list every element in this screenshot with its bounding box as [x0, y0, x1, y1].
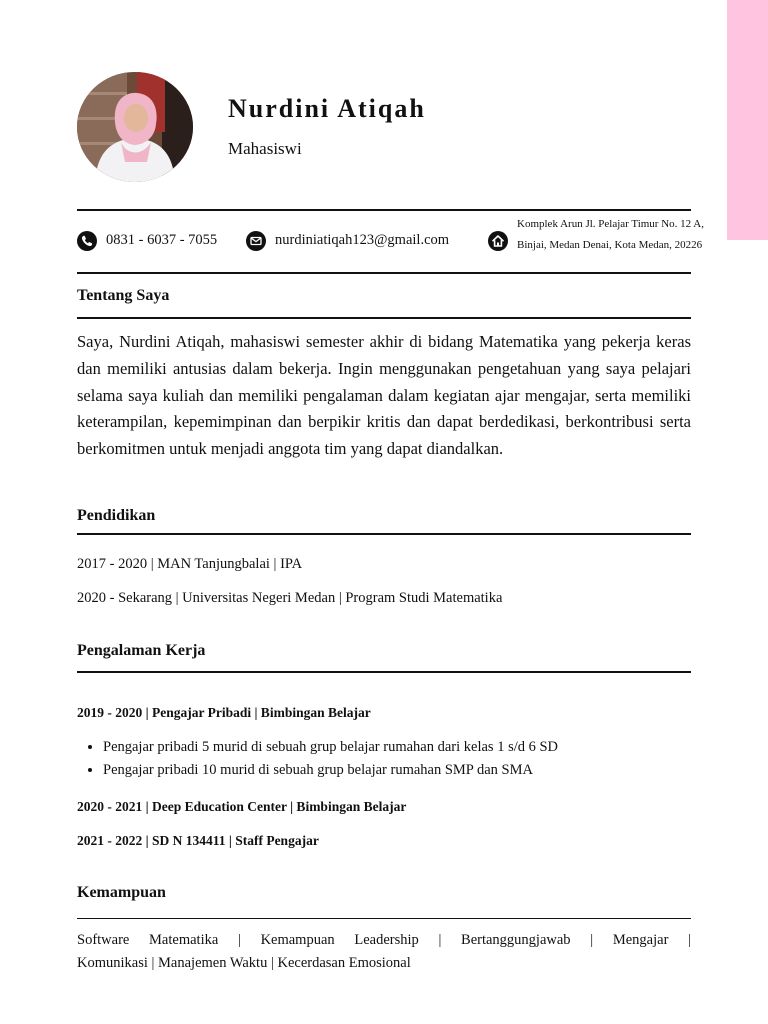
- home-icon: [488, 231, 508, 251]
- skills-line: Software Matematika | Kemampuan Leadership | Bertanggungjawab | Mengajar |: [77, 932, 691, 948]
- divider: [77, 671, 691, 673]
- section-title-experience: Pengalaman Kerja: [77, 642, 206, 659]
- home-address: Komplek Arun Jl. Pelajar Timur No. 12 A, Binjai, Medan Denai, Kota Medan, 20226: [517, 218, 705, 251]
- section-title-skills: Kemampuan: [77, 884, 166, 901]
- job-heading: 2020 - 2021 | Deep Education Center | Bimbingan Belajar: [77, 799, 407, 814]
- divider: [77, 533, 691, 535]
- phone-icon: [77, 231, 97, 251]
- job-heading: 2021 - 2022 | SD N 134411 | Staff Pengajar: [77, 833, 319, 848]
- divider: [77, 209, 691, 211]
- phone-number: 0831 - 6037 - 7055: [106, 232, 218, 248]
- candidate-role: Mahasiswi: [228, 139, 302, 158]
- email-icon: [246, 231, 266, 251]
- list-item: • Pengajar pribadi 5 murid di sebuah grup belajar rumahan dari kelas 1 s/d 6 SD: [103, 736, 558, 759]
- section-title-education: Pendidikan: [77, 507, 156, 524]
- email-address: nurdiniatiqah123@gmail.com: [275, 232, 450, 248]
- divider: [77, 272, 691, 274]
- education-item: 2017 - 2020 | MAN Tanjungbalai | IPA: [77, 556, 303, 572]
- job-heading: 2019 - 2020 | Pengajar Pribadi | Bimbingan Belajar: [77, 705, 371, 720]
- pink-accent-tab: [727, 0, 768, 240]
- list-item: • Pengajar pribadi 10 murid di sebuah grup belajar rumahan SMP dan SMA: [103, 759, 558, 782]
- about-text: Saya, Nurdini Atiqah, mahasiswi semester akhir di bidang Matematika yang pekerja keras dan memiliki antusias dalam bekerja. Ingin menggunakan pengetahuan yang saya pelajari selama saya kuliah dan memiliki pengalaman dalam kegiatan ajar mengajar, serta memiliki keterampilan, kepemimpinan dan berpikir kritis dan dapat berdedikasi, berkontribusi serta berkomitmen untuk menjadi anggota tim yang dapat diandalkan.: [77, 332, 691, 459]
- section-title-about: Tentang Saya: [77, 287, 170, 304]
- profile-photo: [77, 72, 193, 182]
- candidate-name: Nurdini Atiqah: [228, 94, 426, 123]
- education-item: 2020 - Sekarang | Universitas Negeri Medan | Program Studi Matematika: [77, 590, 503, 606]
- job-bullet-list: [77, 736, 558, 782]
- divider: [77, 918, 691, 919]
- divider: [77, 317, 691, 319]
- skills-line: Komunikasi | Manajemen Waktu | Kecerdasan Emosional: [77, 955, 411, 971]
- skills-text: [77, 929, 691, 975]
